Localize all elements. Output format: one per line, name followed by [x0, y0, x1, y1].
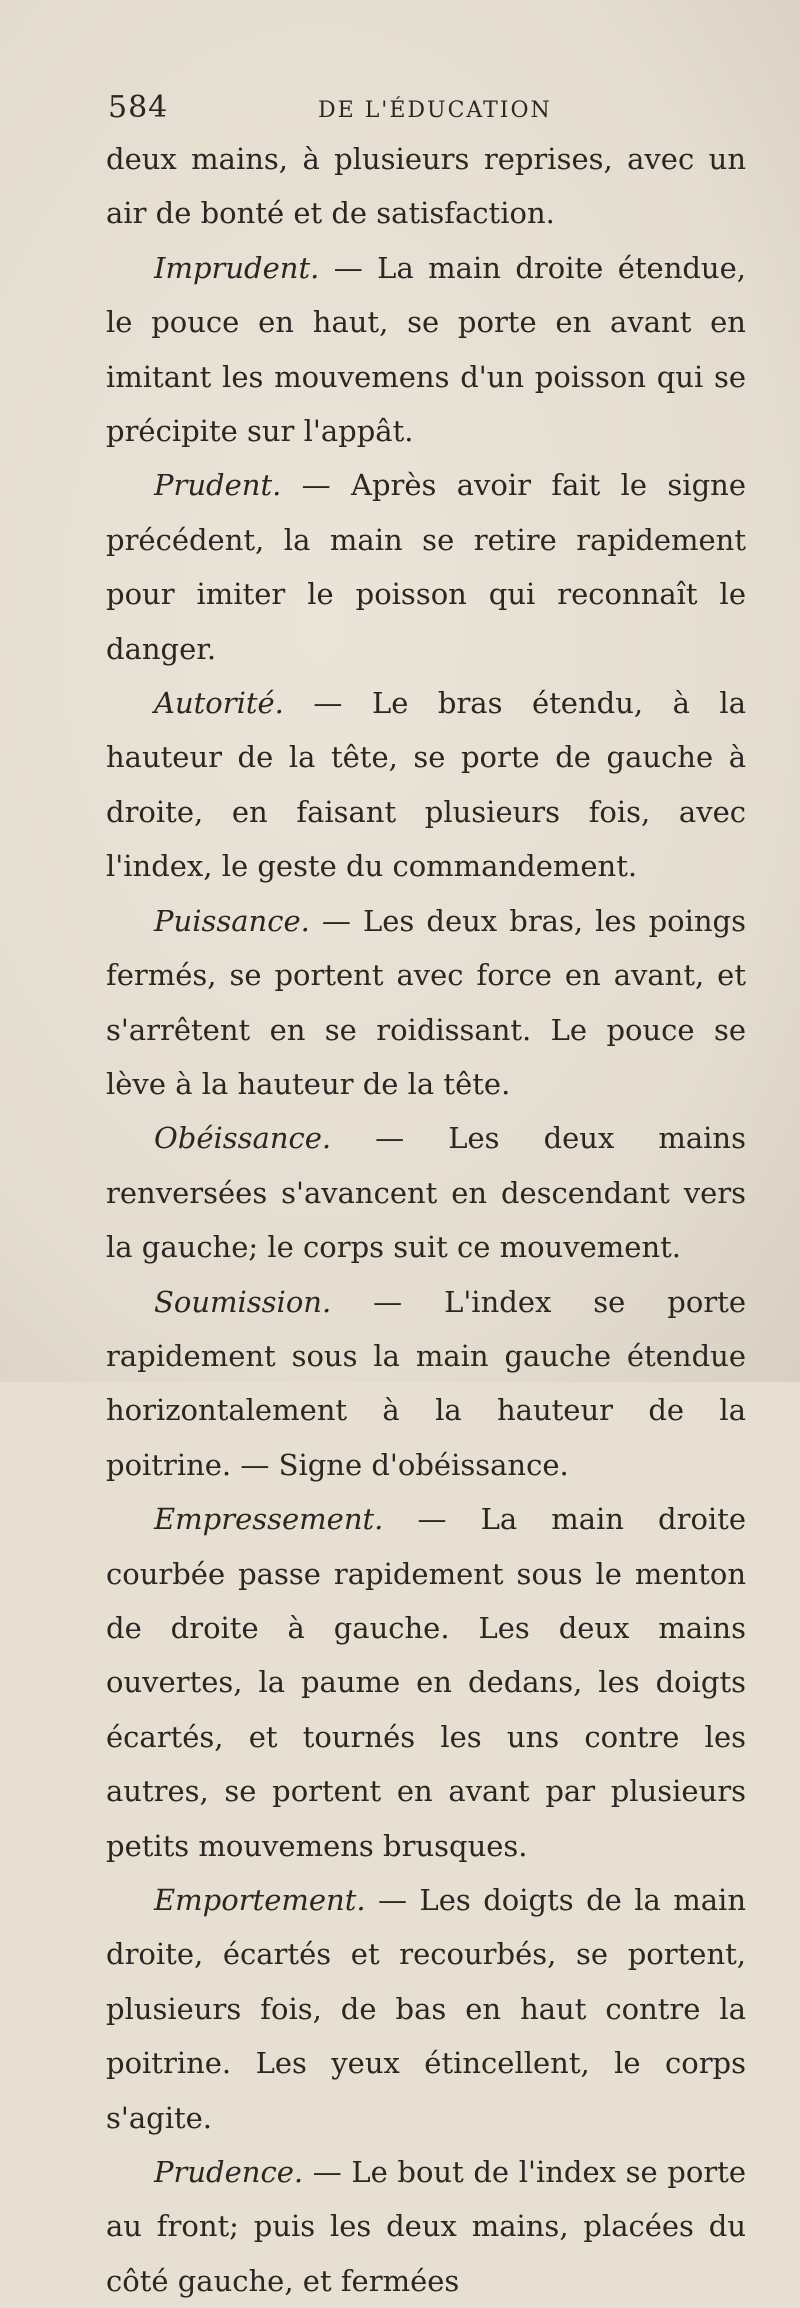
entry-term: Obéissance.	[154, 1121, 332, 1156]
entry-text: — Les doigts de la main droite, écartés et recourbés, se portent, plusieurs fois, de bas en haut contre la poitrine. Les yeux étincellent, le corps s'agite.	[106, 1883, 746, 2135]
entry-term: Soumission.	[154, 1284, 332, 1319]
entry-text: — La main droite courbée passe rapidement sous le menton de droite à gauche. Les deux mains ouvertes, la paume en dedans, les doigts écartés, et tournés les uns contre les autres, se portent en avant par plusieurs petits mouvemens brusques.	[106, 1502, 746, 1863]
paragraph	[106, 676, 746, 894]
paragraph	[106, 1111, 746, 1274]
entry-term: Emportement.	[154, 1883, 366, 1917]
entry-text: — Après avoir fait le signe précédent, la main se retire rapidement pour imiter le poisson qui reconnaît le danger.	[106, 468, 746, 666]
paragraph	[106, 1492, 746, 1873]
paragraph	[106, 894, 746, 1112]
entry-text: — Les deux bras, les poings fermés, se portent avec force en avant, et s'arrêtent en se roidissant. Le pouce se lève à la hauteur de la tête.	[106, 903, 746, 1101]
paragraph	[106, 458, 746, 676]
entry-term: Autorité.	[154, 686, 284, 721]
entry-term: Prudence.	[154, 2155, 304, 2190]
entry-text: — Les deux mains renversées s'avancent en descendant vers la gauche; le corps suit ce mouvement.	[106, 1121, 746, 1265]
entry-text: — Le bout de l'index se porte au front; puis les deux mains, placées du côté gauche, et fermées	[106, 2155, 746, 2298]
entry-term: Empressement.	[154, 1502, 384, 1537]
paragraph	[106, 241, 746, 459]
paragraph	[106, 132, 746, 241]
paragraph	[106, 1873, 746, 2145]
running-title: DE L'ÉDUCATION	[318, 98, 552, 123]
entry-text: — L'index se porte rapidement sous la main gauche étendue horizontalement à la hauteur de la poitrine. — Signe d'obéissance.	[106, 1284, 746, 1482]
paragraph	[106, 1275, 746, 1493]
entry-text: deux mains, à plusieurs reprises, avec un air de bonté et de satisfaction.	[106, 142, 746, 231]
page-number: 584	[108, 90, 169, 125]
paragraph	[106, 2145, 746, 2308]
body-text	[106, 132, 746, 2308]
entry-text: — La main droite étendue, le pouce en haut, se porte en avant en imitant les mouvemens d'un poisson qui se précipite sur l'appât.	[106, 250, 746, 449]
entry-term: Puissance.	[154, 903, 310, 938]
entry-term: Imprudent.	[154, 250, 320, 285]
entry-term: Prudent.	[154, 468, 282, 503]
entry-text: — Le bras étendu, à la hauteur de la tête, se porte de gauche à droite, en faisant plusieurs fois, avec l'index, le geste du commandement.	[106, 686, 746, 884]
